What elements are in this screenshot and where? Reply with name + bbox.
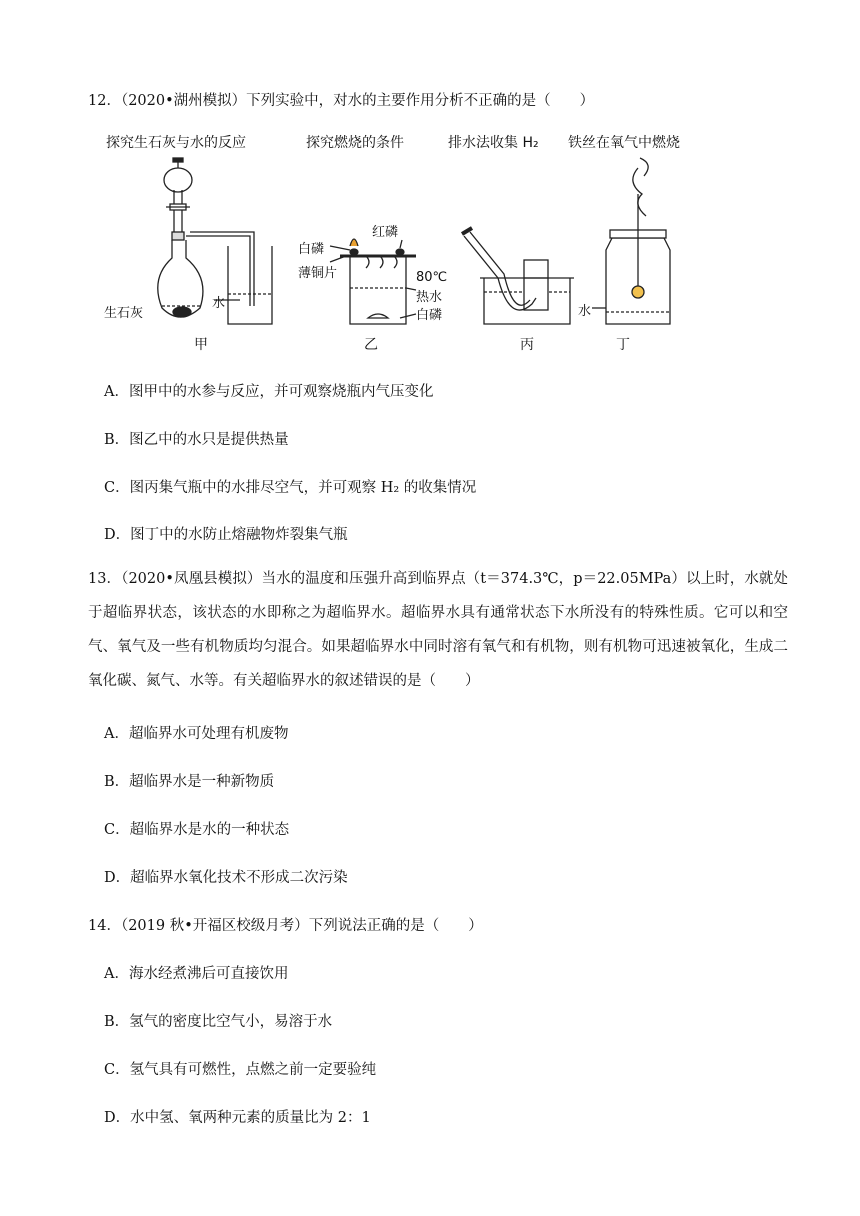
panel-label-ding: 丁	[616, 337, 630, 353]
apparatus-yi	[330, 239, 416, 324]
question-14-stem: 14．（2019 秋•开福区校级月考）下列说法正确的是（ ）	[88, 918, 483, 934]
panel-label-jia: 甲	[194, 337, 208, 353]
label-water-ding: 水	[578, 304, 592, 319]
apparatus-bing	[462, 228, 574, 324]
panel-label-yi: 乙	[364, 337, 378, 353]
question-13-stem: 13．（2020•凤凰县模拟）当水的温度和压强升高到临界点（t＝374.3℃，p＝22.05MPa）以上时，水就处于超临界状态，该状态的水即称之为超临界水。超临界水具有通常状态下水所没有的特殊性质。它可以和空气、氧气及一些有机物质均匀混合。如果超临界水中同时溶有氧气和有机物，则有机物可迅速被氧化，生成二氧化碳、氮气、水等。有关超临界水的叙述错误的是（ ）	[88, 571, 788, 689]
figure-title-yi: 探究燃烧的条件	[306, 135, 404, 151]
question-12-option-b: B．图乙中的水只是提供热量	[104, 432, 289, 448]
question-13-option-d: D．超临界水氧化技术不形成二次污染	[104, 870, 348, 886]
experiment-figure	[100, 128, 720, 358]
label-white-phosphorus-bottom: 白磷	[416, 308, 443, 323]
question-13-option-c: C．超临界水是水的一种状态	[104, 822, 290, 838]
question-13-option-a: A．超临界水可处理有机废物	[104, 726, 289, 742]
label-red-phosphorus: 红磷	[372, 225, 399, 240]
apparatus-ding	[592, 158, 670, 324]
label-temperature: 80℃	[416, 270, 448, 285]
apparatus-drawing	[100, 128, 720, 358]
figure-title-bing: 排水法收集 H₂	[448, 135, 539, 151]
figure-title-ding: 铁丝在氧气中燃烧	[568, 135, 680, 151]
question-14-option-d: D．水中氢、氧两种元素的质量比为 2：1	[104, 1110, 371, 1126]
panel-label-bing: 丙	[520, 337, 534, 353]
question-12-stem: 12．（2020•湖州模拟）下列实验中，对水的主要作用分析不正确的是（ ）	[88, 93, 595, 109]
label-quicklime: 生石灰	[104, 306, 144, 321]
question-12-option-a: A．图甲中的水参与反应，并可观察烧瓶内气压变化	[104, 384, 434, 400]
question-13-option-b: B．超临界水是一种新物质	[104, 774, 275, 790]
question-12-option-c: C．图丙集气瓶中的水排尽空气，并可观察 H₂ 的收集情况	[104, 480, 477, 496]
figure-title-jia: 探究生石灰与水的反应	[106, 135, 246, 151]
question-14-option-a: A．海水经煮沸后可直接饮用	[104, 966, 289, 982]
label-white-phosphorus-top: 白磷	[298, 242, 325, 257]
label-hot-water: 热水	[416, 290, 443, 305]
label-water-jia: 水	[212, 296, 226, 311]
question-12-option-d: D．图丁中的水防止熔融物炸裂集气瓶	[104, 527, 348, 543]
label-copper-sheet: 薄铜片	[298, 266, 338, 281]
question-14-option-b: B．氢气的密度比空气小，易溶于水	[104, 1014, 333, 1030]
question-14-option-c: C．氢气具有可燃性，点燃之前一定要验纯	[104, 1062, 377, 1078]
